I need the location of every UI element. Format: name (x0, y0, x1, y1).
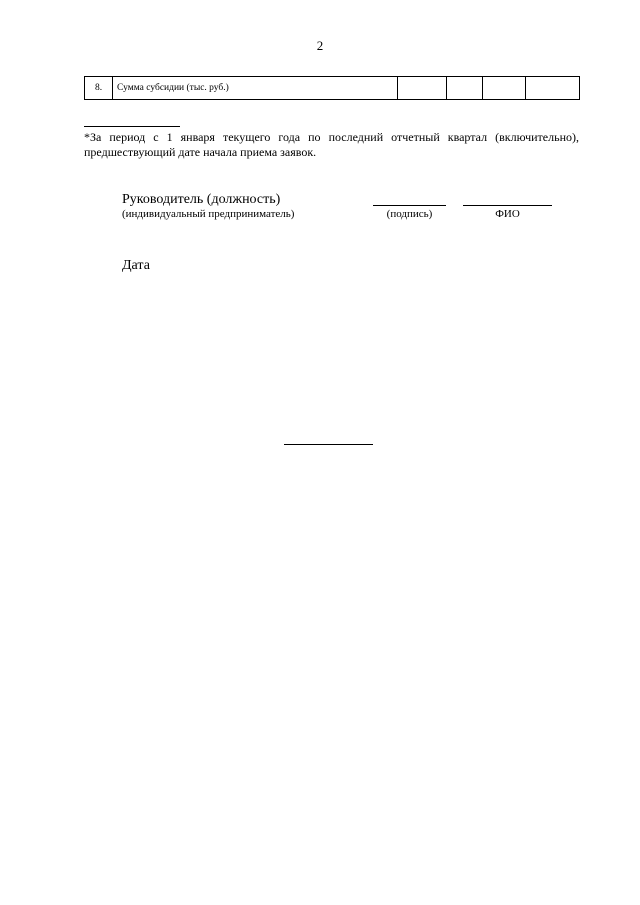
value-cell-1 (398, 77, 447, 100)
signature-caption: (подпись) (386, 208, 433, 220)
full-name-line (463, 205, 552, 206)
footnote-text: *За период с 1 января текущего года по последний отчетный квартал (включительно), предшествующий дате начала приема заявок. (84, 130, 579, 159)
subsidy-table (84, 76, 580, 100)
footnote-separator (84, 126, 180, 127)
row-name-cell: Сумма субсидии (тыс. руб.) (113, 77, 398, 100)
value-cell-2 (447, 77, 483, 100)
table-row (85, 77, 580, 100)
value-cell-3 (483, 77, 526, 100)
signature-line (373, 205, 446, 206)
signer-title: Руководитель (должность) (122, 192, 281, 207)
row-number-cell: 8. (85, 77, 113, 100)
date-label: Дата (122, 258, 150, 273)
end-of-document-rule (284, 444, 373, 445)
signer-subtitle: (индивидуальный предприниматель) (122, 208, 295, 220)
full-name-caption: ФИО (495, 208, 520, 220)
value-cell-4 (526, 77, 580, 100)
page-number: 2 (316, 38, 324, 53)
